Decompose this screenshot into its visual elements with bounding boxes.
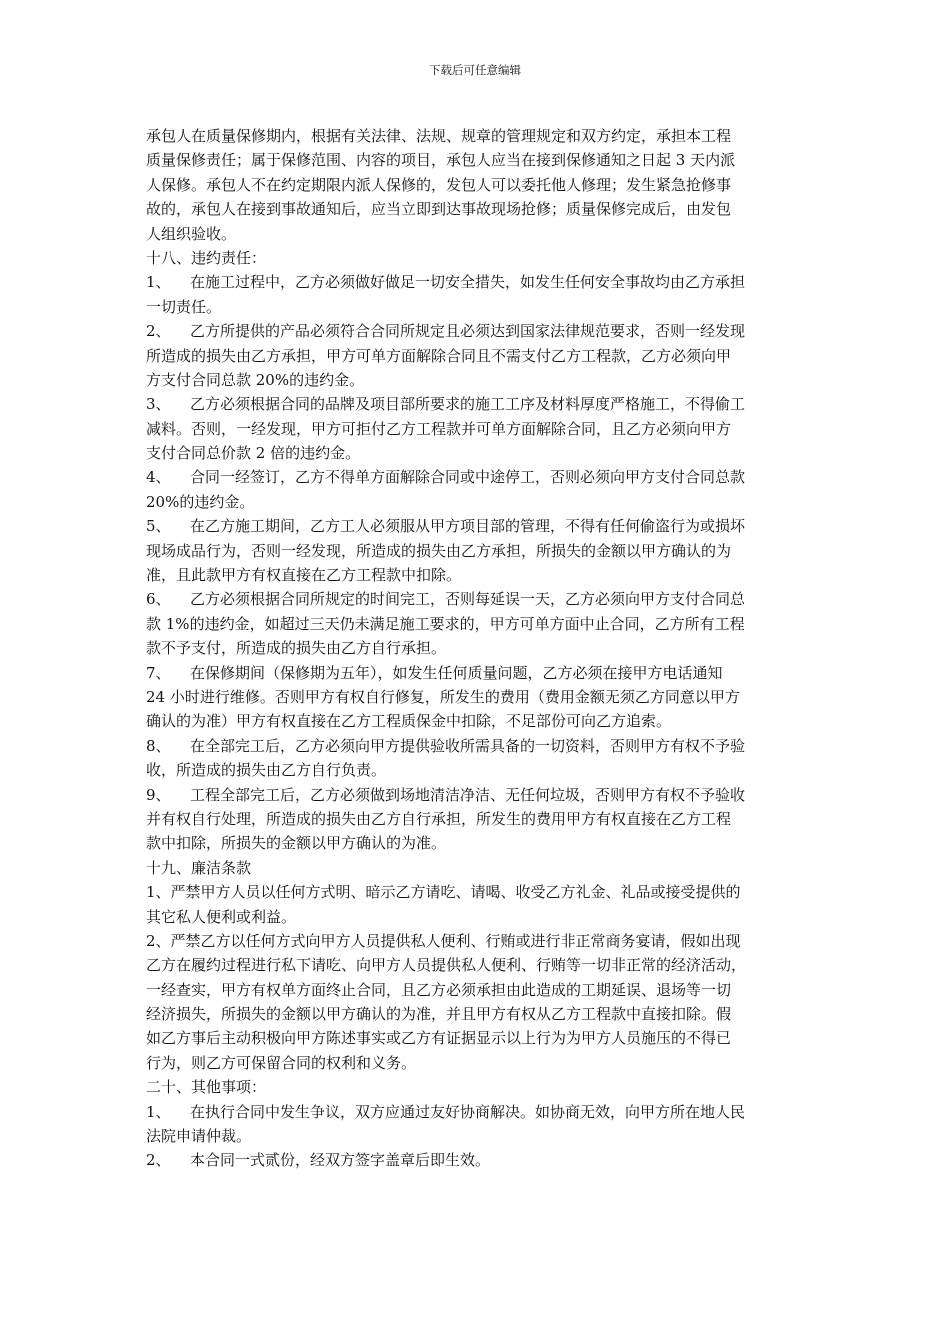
section-heading: 二十、其他事项： [146, 1078, 267, 1097]
section-heading: 十九、廉洁条款 [146, 858, 252, 877]
text-line: 一切责任。 [146, 297, 222, 316]
text-line: 如乙方事后主动积极向甲方陈述事实或乙方有证据显示以上行为为甲方人员施压的不得已 [146, 1029, 732, 1048]
clause-number: 5、 [146, 517, 171, 536]
document-body [146, 124, 811, 1173]
clause-text: 在施工过程中，乙方必须做好做足一切安全措失，如发生任何安全事故均由乙方承担 [190, 273, 746, 292]
clause-text: 合同一经签订，乙方不得单方面解除合同或中途停工，否则必须向甲方支付合同总款 [190, 468, 746, 487]
clause-text: 在执行合同中发生争议，双方应通过友好协商解决。如协商无效，向甲方所在地人民 [190, 1102, 746, 1121]
text-line: 行为，则乙方可保留合同的权利和义务。 [146, 1053, 417, 1072]
text-line: 并有权自行处理，所造成的损失由乙方自行承担，所发生的费用甲方有权直接在乙方工程 [146, 809, 732, 828]
clause-number: 1、 [146, 273, 171, 292]
text-line: 承包人在质量保修期内，根据有关法律、法规、规章的管理规定和双方约定，承担本工程 [146, 127, 732, 145]
text-line: 经济损失，所损失的金额以甲方确认的为准，并且甲方有权从乙方工程款中直接扣除。假 [146, 1005, 732, 1024]
clause-line [146, 661, 811, 685]
clause-text: 本合同一式贰份，经双方签字盖章后即生效。 [190, 1151, 491, 1170]
clause-line [146, 270, 811, 294]
text-line: 方支付合同总款 20%的违约金。 [146, 370, 365, 389]
text-line: 减料。否则，一经发现，甲方可拒付乙方工程款并可单方面解除合同，且乙方必须向甲方 [146, 419, 732, 438]
clause-line [146, 1148, 811, 1172]
clause-line [146, 734, 811, 758]
text-line: 故的，承包人在接到事故通知后，应当立即到达事故现场抢修；质量保修完成后，由发包 [146, 200, 732, 219]
text-line: 款 1%的违约金，如超过三天仍未满足施工要求的，甲方可单方面中止合同，乙方所有工程 [146, 614, 745, 633]
clause-number: 3、 [146, 395, 171, 414]
text-line: 所造成的损失由乙方承担，甲方可单方面解除合同且不需支付乙方工程款，乙方必须向甲 [146, 346, 732, 365]
clause-number: 2、 [146, 322, 171, 341]
text-line: 乙方在履约过程进行私下请吃、向甲方人员提供私人便利、行贿等一切非正常的经济活动， [146, 956, 747, 975]
clause-text: 工程全部完工后，乙方必须做到场地清洁净洁、无任何垃圾，否则甲方有权不予验收 [190, 785, 746, 804]
clause-text: 乙方所提供的产品必须符合合同所规定且必须达到国家法律规范要求，否则一经发现 [190, 322, 746, 341]
text-line: 人保修。承包人不在约定期限内派人保修的，发包人可以委托他人修理；发生紧急抢修事 [146, 175, 732, 194]
clause-text: 乙方必须根据合同的品牌及项目部所要求的施工工序及材料厚度严格施工，不得偷工 [190, 395, 746, 414]
clause-line [146, 465, 811, 489]
clause-number: 6、 [146, 590, 171, 609]
clause-number: 1、 [146, 1102, 171, 1121]
page-header: 下载后可任意编辑 [429, 63, 521, 77]
text-line: 收，所造成的损失由乙方自行负责。 [146, 761, 387, 780]
text-line: 款不予支付，所造成的损失由乙方自行承担。 [146, 639, 447, 658]
text-line: 现场成品行为，否则一经发现，所造成的损失由乙方承担，所损失的金额以甲方确认的为 [146, 541, 732, 560]
text-line: 1、严禁甲方人员以任何方式明、暗示乙方请吃、请喝、收受乙方礼金、礼品或接受提供的 [146, 883, 741, 902]
text-line: 准，且此款甲方有权直接在乙方工程款中扣除。 [146, 566, 462, 585]
text-line: 质量保修责任；属于保修范围、内容的项目，承包人应当在接到保修通知之日起 3 天内派 [146, 151, 736, 170]
clause-line [146, 514, 811, 538]
clause-text: 在乙方施工期间，乙方工人必须服从甲方项目部的管理，不得有任何偷盗行为或损坏 [190, 517, 746, 536]
clause-line [146, 392, 811, 416]
text-line: 法院申请仲裁。 [146, 1127, 252, 1146]
text-line: 2、严禁乙方以任何方式向甲方人员提供私人便利、行贿或进行非正常商务宴请，假如出现 [146, 931, 741, 950]
clause-text: 在保修期间（保修期为五年），如发生任何质量问题，乙方必须在接甲方电话通知 [190, 663, 723, 682]
clause-number: 2、 [146, 1151, 171, 1170]
clause-line [146, 587, 811, 611]
text-line: 确认的为准）甲方有权直接在乙方工程质保金中扣除，不足部份可向乙方追索。 [146, 712, 672, 731]
text-line: 款中扣除，所损失的金额以甲方确认的为准。 [146, 834, 447, 853]
clause-line [146, 319, 811, 343]
clause-number: 7、 [146, 663, 171, 682]
section-heading: 十八、违约责任： [146, 248, 267, 267]
clause-line [146, 1100, 811, 1124]
clause-number: 4、 [146, 468, 171, 487]
clause-number: 9、 [146, 785, 171, 804]
text-line: 人组织验收。 [146, 224, 237, 243]
text-line: 20%的违约金。 [146, 492, 255, 511]
clause-text: 在全部完工后，乙方必须向甲方提供验收所需具备的一切资料，否则甲方有权不予验 [190, 736, 746, 755]
text-line: 一经查实，甲方有权单方面终止合同，且乙方必须承担由此造成的工期延误、退场等一切 [146, 980, 732, 999]
clause-line [146, 783, 811, 807]
text-line: 其它私人便利或利益。 [146, 907, 297, 926]
text-line: 24 小时进行维修。否则甲方有权自行修复，所发生的费用（费用金额无须乙方同意以甲方 [146, 687, 740, 706]
text-line: 支付合同总价款 2 倍的违约金。 [146, 444, 361, 463]
clause-text: 乙方必须根据合同所规定的时间完工，否则每延误一天，乙方必须向甲方支付合同总 [190, 590, 746, 609]
clause-number: 8、 [146, 736, 171, 755]
